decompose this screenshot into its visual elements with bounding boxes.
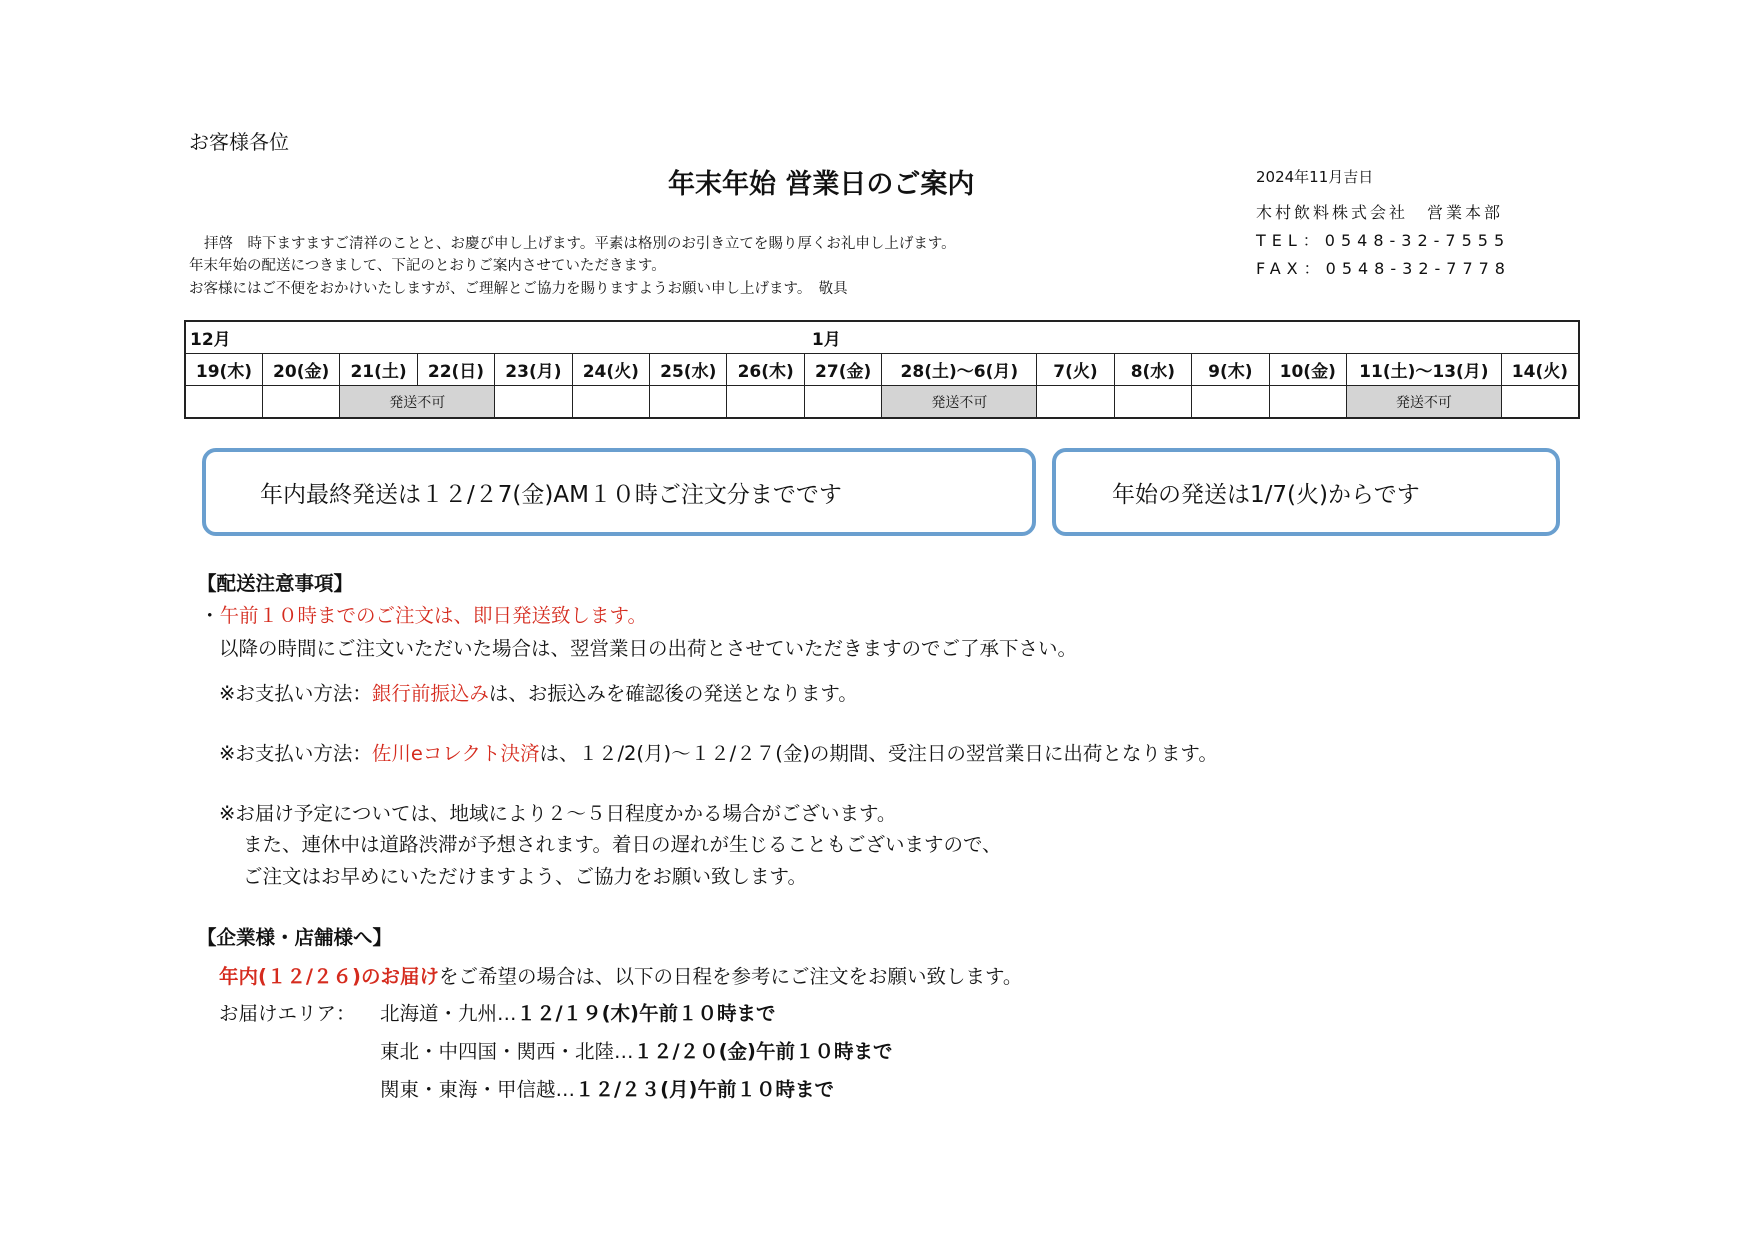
greeting-line-1: 拝啓 時下ますますご清祥のことと、お慶び申し上げます。平素は格別のお引き立てを賜り厚くお礼申し上げます。: [204, 236, 956, 252]
business-heading: 【企業様・店舗様へ】: [197, 926, 393, 949]
status-cell: [262, 386, 339, 419]
note-delivery-2: また、連休中は道路渋滞が予想されます。着日の遅れが生じることもございますので、: [243, 833, 1002, 856]
status-cell: [572, 386, 649, 419]
note-payment-collect: [219, 738, 1218, 766]
status-cell: [1192, 386, 1269, 419]
status-cell: [1269, 386, 1346, 419]
day-cell: 28(土)～6(月): [882, 354, 1037, 386]
status-cell: [1037, 386, 1114, 419]
status-cell: [650, 386, 727, 419]
same-day-text: 午前１０時までのご注文は、即日発送致します。: [219, 604, 647, 627]
day-cell: 20(金): [262, 354, 339, 386]
status-cell: [804, 386, 882, 419]
month-december: 12月: [185, 321, 882, 354]
year-end-delivery: 年内(１２/２６)のお届け: [219, 965, 439, 988]
page-title: 年末年始 営業日のご案内: [668, 169, 975, 200]
status-cell: [727, 386, 804, 419]
greeting-line-2: 年末年始の配送につきまして、下記のとおりご案内させていただきます。: [189, 258, 666, 274]
payment-method-collect: 佐川eコレクト決済: [371, 742, 540, 765]
area-row: [380, 1036, 892, 1064]
status-cell: [495, 386, 572, 419]
note-payment-bank: [219, 678, 858, 706]
area-row: [380, 1074, 834, 1102]
payment-method-bank: 銀行前振込み: [371, 682, 489, 705]
day-cell: 10(金): [1269, 354, 1346, 386]
company-name: 木村飲料株式会社 営業本部: [1256, 203, 1504, 222]
day-cell: 8(水): [1114, 354, 1191, 386]
area-region: 関東・東海・甲信越…: [380, 1078, 576, 1101]
payment-prefix: ※お支払い方法：: [219, 682, 372, 705]
first-shipping-callout: [1052, 448, 1560, 536]
salutation: お客様各位: [189, 130, 289, 154]
day-cell: 7(火): [1037, 354, 1114, 386]
first-shipping-text: 年始の発送は1/7(火)からです: [1112, 481, 1420, 508]
no-ship-cell: 発送不可: [340, 386, 495, 419]
area-row: [380, 998, 775, 1026]
day-cell: 19(木): [185, 354, 262, 386]
day-cell: 21(土): [340, 354, 417, 386]
note-delivery-3: ご注文はお早めにいただけますよう、ご協力をお願い致します。: [243, 865, 807, 888]
area-deadline: １２/２３(月)午前１０時まで: [575, 1078, 834, 1101]
area-deadline: １２/１９(木)午前１０時まで: [516, 1002, 776, 1025]
shipping-calendar: [184, 320, 1580, 419]
area-deadline: １２/２０(金)午前１０時まで: [633, 1040, 893, 1063]
business-intro: [219, 961, 1022, 989]
payment-prefix: ※お支払い方法：: [219, 742, 372, 765]
area-label: お届けエリア：: [219, 1002, 356, 1025]
payment-bank-desc: は、お振込みを確認後の発送となります。: [488, 682, 858, 705]
day-cell: 25(水): [650, 354, 727, 386]
no-ship-cell: 発送不可: [1346, 386, 1501, 419]
no-ship-cell: 発送不可: [882, 386, 1037, 419]
day-cell: 9(木): [1192, 354, 1269, 386]
day-cell: 22(日): [417, 354, 494, 386]
status-cell: [1114, 386, 1191, 419]
greeting-line-3: お客様にはご不便をおかけいたしますが、ご理解とご協力を賜りますようお願い申し上げます。 敬具: [189, 281, 848, 297]
last-shipping-callout: [202, 448, 1036, 536]
fax-number: FAX：0548-32-7778: [1256, 259, 1511, 278]
day-cell: 23(月): [495, 354, 572, 386]
tel-number: TEL：0548-32-7555: [1256, 231, 1511, 250]
bullet: ・: [200, 604, 220, 627]
month-january-label: 1月: [811, 330, 841, 350]
status-cell: [185, 386, 262, 419]
day-cell: 14(火): [1501, 354, 1579, 386]
payment-collect-desc: は、１２/2(月)～１２/２７(金)の期間、受注日の翌営業日に出荷となります。: [539, 742, 1218, 765]
note-same-day: [200, 600, 647, 628]
month-january: [811, 321, 1579, 354]
note-next-day: 以降の時間にご注文いただいた場合は、翌営業日の出荷とさせていただきますのでご了承下さい。: [219, 637, 1078, 660]
day-cell: 26(木): [727, 354, 804, 386]
notes-heading: 【配送注意事項】: [197, 572, 354, 595]
day-cell: 24(火): [572, 354, 649, 386]
area-region: 北海道・九州…: [380, 1002, 517, 1025]
note-delivery-1: ※お届け予定については、地域により２～５日程度かかる場合がございます。: [219, 802, 897, 825]
issue-date: 2024年11月吉日: [1256, 168, 1374, 186]
status-cell: [1501, 386, 1579, 419]
last-shipping-text: 年内最終発送は１２/２7(金)AM１０時ご注文分までです: [260, 481, 842, 508]
day-cell: 11(土)～13(月): [1346, 354, 1501, 386]
business-intro-desc: をご希望の場合は、以下の日程を参考にご注文をお願い致します。: [438, 965, 1023, 988]
area-region: 東北・中四国・関西・北陸…: [380, 1040, 634, 1063]
day-cell: 27(金): [804, 354, 882, 386]
